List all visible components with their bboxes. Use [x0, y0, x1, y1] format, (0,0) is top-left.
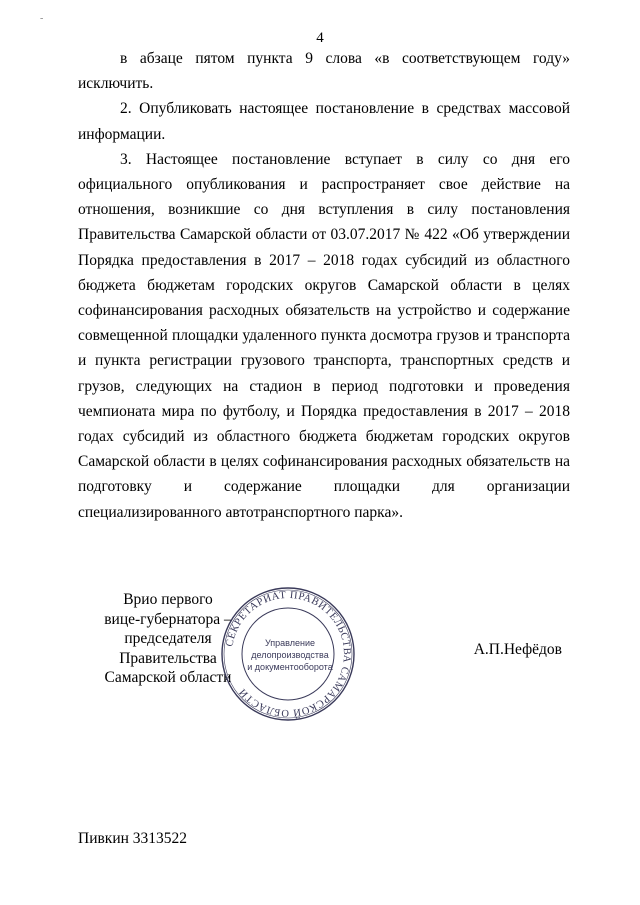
author-code: Пивкин 3313522	[78, 830, 188, 847]
seal-inner-line: Управление	[264, 638, 316, 648]
paragraph-amendment: в абзаце пятом пункта 9 слова «в соответствующем году» исключить.	[78, 50, 570, 93]
page-number: 4	[316, 30, 324, 46]
paragraph-effective-date: 3. Настоящее постановление вступает в силу со дня его официального опубликования и распространяет свое действие на отношения, возникшие со дня вступления в силу постановления Правительства Самарской области от 03.07.2017 № 422 «Об утверждении Порядка предоставления в 2017 – 2018 годах субсидий из областного бюджета бюджетам городских округов Самарской области в целях софинансирования расходных обязательств на устройство и содержание совмещенной площадки удаленного пункта досмотра грузов и транспорта и пункта регистрации грузового транспорта, транспортных средств и грузов, следующих на стадион в период подготовки и проведения чемпионата мира по футболу, и Порядка предоставления в 2017 – 2018 годах субсидий из областного бюджета бюджетам городских округов Самарской области в целях софинансирования расходных обязательств на подготовку и содержание площадки для организации специализированного автотранспортного парка».	[78, 150, 570, 521]
signer-name: А.П.Нефёдов	[473, 641, 562, 658]
signatory-title-line: председателя Правительства	[119, 630, 217, 667]
signatory-title-line: вице-губернатора –	[104, 610, 232, 628]
official-seal-stamp	[218, 584, 358, 724]
corner-mark: -	[40, 13, 44, 24]
document-body	[78, 46, 570, 525]
seal-outer-text: СЕКРЕТАРИАТ ПРАВИТЕЛЬСТВА САМАРСКОЙ ОБЛАСТИ	[224, 589, 353, 719]
seal-inner-line: и документооборота	[247, 662, 333, 672]
paragraph-publication: 2. Опубликовать настоящее постановление в средствах массовой информации.	[78, 100, 570, 143]
signatory-title-line: Врио первого	[123, 591, 213, 608]
seal-inner-line: делопроизводства	[251, 650, 329, 660]
signatory-title-line: Самарской области	[104, 669, 232, 686]
